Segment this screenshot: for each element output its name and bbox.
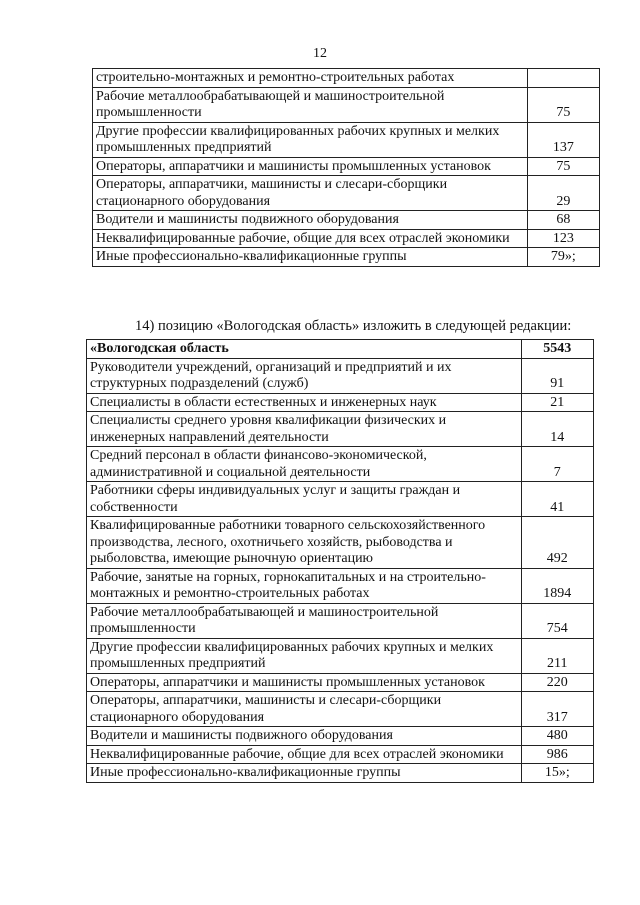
row-value: 7 [521, 447, 593, 482]
row-label: Неквалифицированные рабочие, общие для всех отраслей экономики [93, 229, 528, 248]
table-row [93, 157, 600, 176]
row-label: Иные профессионально-квалификационные группы [87, 764, 522, 783]
row-label: Операторы, аппаратчики и машинисты промышленных установок [87, 673, 522, 692]
row-value: 220 [521, 673, 593, 692]
table-row [87, 638, 594, 673]
row-value: 68 [527, 211, 599, 230]
table-row [87, 482, 594, 517]
page-number: 12 [313, 46, 327, 61]
row-label: Работники сферы индивидуальных услуг и защиты граждан и собственности [87, 482, 522, 517]
row-label: Операторы, аппаратчики, машинисты и слесари-сборщики стационарного оборудования [87, 692, 522, 727]
row-value: 480 [521, 727, 593, 746]
table-row [87, 517, 594, 569]
row-label: Иные профессионально-квалификационные группы [93, 248, 528, 267]
row-label: Водители и машинисты подвижного оборудования [93, 211, 528, 230]
row-label: Специалисты среднего уровня квалификации физических и инженерных направлений деятельности [87, 412, 522, 447]
table-row [93, 176, 600, 211]
row-value: 1894 [521, 568, 593, 603]
row-value: 91 [521, 358, 593, 393]
region-total: 5543 [521, 340, 593, 359]
table-row [87, 673, 594, 692]
row-label: Средний персонал в области финансово-экономической, административной и социальной деятельности [87, 447, 522, 482]
vologda-region-table [86, 339, 594, 783]
table-row [87, 447, 594, 482]
row-label: Рабочие металлообрабатывающей и машиностроительной промышленности [93, 87, 528, 122]
row-label: Другие профессии квалифицированных рабочих крупных и мелких промышленных предприятий [87, 638, 522, 673]
row-value: 15»; [521, 764, 593, 783]
row-value: 21 [521, 393, 593, 412]
row-label: Неквалифицированные рабочие, общие для всех отраслей экономики [87, 745, 522, 764]
row-value: 79»; [527, 248, 599, 267]
table-row [87, 358, 594, 393]
table-row [87, 692, 594, 727]
row-label: Водители и машинисты подвижного оборудования [87, 727, 522, 746]
row-value: 14 [521, 412, 593, 447]
table-row [87, 745, 594, 764]
workforce-table-continued [92, 68, 600, 267]
table-row [93, 122, 600, 157]
row-value: 754 [521, 603, 593, 638]
row-label: Операторы, аппаратчики и машинисты промышленных установок [93, 157, 528, 176]
row-value: 75 [527, 157, 599, 176]
row-value: 41 [521, 482, 593, 517]
table-row [93, 69, 600, 88]
row-label: Другие профессии квалифицированных рабочих крупных и мелких промышленных предприятий [93, 122, 528, 157]
row-value: 211 [521, 638, 593, 673]
row-value [527, 69, 599, 88]
table-row [87, 393, 594, 412]
instruction-text: 14) позицию «Вологодская область» изложить в следующей редакции: [135, 318, 572, 334]
table-row [87, 764, 594, 783]
table-row [93, 211, 600, 230]
row-label: Операторы, аппаратчики, машинисты и слесари-сборщики стационарного оборудования [93, 176, 528, 211]
table-row [87, 412, 594, 447]
row-value: 137 [527, 122, 599, 157]
row-value: 75 [527, 87, 599, 122]
row-label: Специалисты в области естественных и инженерных наук [87, 393, 522, 412]
table-row [87, 568, 594, 603]
row-value: 317 [521, 692, 593, 727]
row-value: 986 [521, 745, 593, 764]
row-value: 492 [521, 517, 593, 569]
row-value: 29 [527, 176, 599, 211]
row-label: Квалифицированные работники товарного сельскохозяйственного производства, лесного, охотничьего хозяйств, рыбоводства и рыболовства, имеющие рыночную ориентацию [87, 517, 522, 569]
table-header-row [87, 340, 594, 359]
table-row [87, 603, 594, 638]
table-row [87, 727, 594, 746]
table-row [93, 87, 600, 122]
table-row [93, 229, 600, 248]
region-name: «Вологодская область [87, 340, 522, 359]
row-label: Руководители учреждений, организаций и предприятий и их структурных подразделений (служб) [87, 358, 522, 393]
row-label: строительно-монтажных и ремонтно-строительных работах [93, 69, 528, 88]
table-row [93, 248, 600, 267]
row-label: Рабочие металлообрабатывающей и машиностроительной промышленности [87, 603, 522, 638]
row-value: 123 [527, 229, 599, 248]
row-label: Рабочие, занятые на горных, горнокапитальных и на строительно-монтажных и ремонтно-строительных работах [87, 568, 522, 603]
